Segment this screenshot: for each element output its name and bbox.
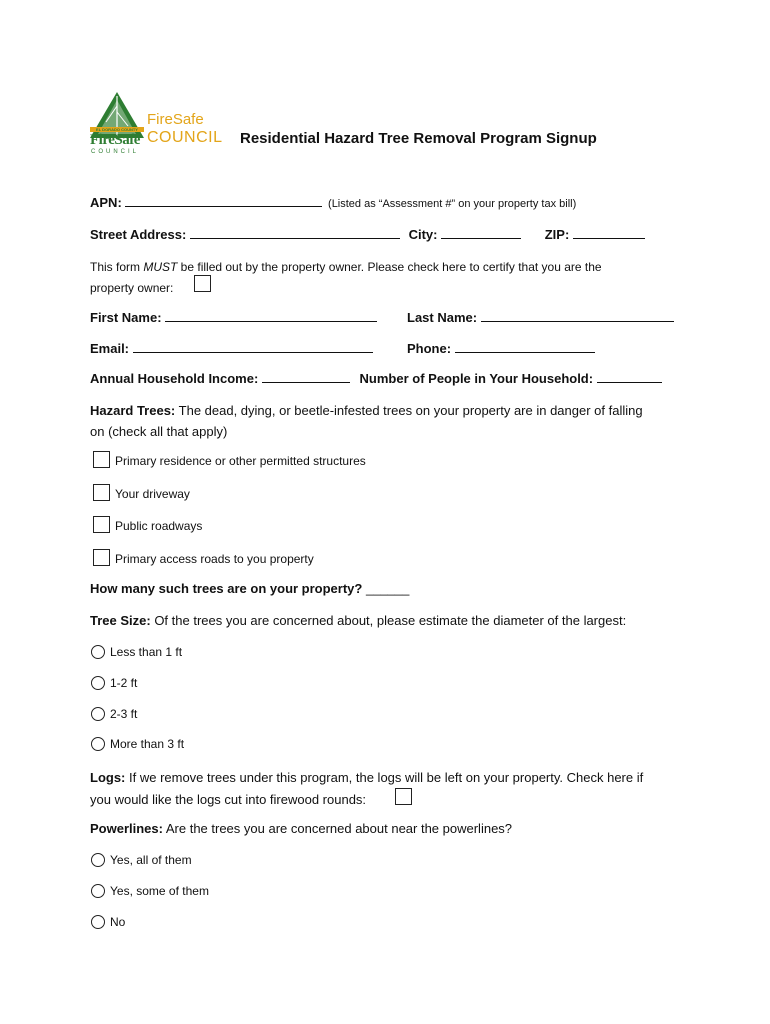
hazard-text: Hazard Trees: The dead, dying, or beetle-infested trees on your property are in danger of falling on (check all that apply) — [90, 403, 643, 439]
address-row — [90, 226, 690, 242]
logs-text: Logs: If we remove trees under this program, the logs will be left on your property. Check here if you would like the logs cut into firewood rounds: — [90, 770, 644, 807]
apn-field[interactable] — [125, 194, 322, 207]
income-label: Annual Household Income: — [90, 371, 259, 386]
last-name-field[interactable] — [481, 309, 674, 322]
hazard-label: Hazard Trees: — [90, 403, 176, 418]
street-field[interactable] — [190, 226, 400, 239]
zip-field[interactable] — [573, 226, 645, 239]
tree-size-option-label: 2-3 ft — [110, 707, 138, 721]
page-title: Residential Hazard Tree Removal Program Signup — [240, 130, 597, 147]
powerlines-radio-no[interactable] — [91, 915, 105, 929]
tree-size-text: Tree Size: Of the trees you are concerned about, please estimate the diameter of the largest: — [90, 613, 627, 628]
logo-name-firesafe: FireSafe — [147, 111, 204, 128]
zip-label: ZIP: — [544, 227, 570, 242]
hazard-checkbox-access-roads[interactable] — [93, 549, 110, 566]
apn-label: APN: — [90, 195, 122, 210]
first-name-field[interactable] — [165, 309, 377, 322]
phone-row — [407, 340, 595, 356]
tree-size-option-label: Less than 1 ft — [110, 645, 183, 659]
powerlines-text: Powerlines: Are the trees you are concerned about near the powerlines? — [90, 821, 513, 836]
powerlines-radio-all[interactable] — [91, 853, 105, 867]
income-field[interactable] — [262, 370, 350, 383]
hazard-option-label: Public roadways — [115, 519, 203, 533]
email-label: Email: — [90, 341, 130, 356]
logo — [88, 92, 223, 158]
city-field[interactable] — [441, 226, 521, 239]
city-label: City: — [408, 227, 438, 242]
hazard-checkbox-residence[interactable] — [93, 451, 110, 468]
hazard-option-label: Your driveway — [115, 487, 190, 501]
hazard-option-label: Primary residence or other permitted structures — [115, 454, 366, 468]
logo-name-council: COUNCIL — [147, 129, 223, 146]
tree-size-radio-2-3ft[interactable] — [91, 707, 105, 721]
last-name-row — [407, 309, 674, 325]
powerlines-option-label: Yes, some of them — [110, 884, 209, 898]
first-name-label: First Name: — [90, 310, 162, 325]
powerlines-radio-some[interactable] — [91, 884, 105, 898]
tree-size-label: Tree Size: — [90, 613, 151, 628]
firewood-checkbox[interactable] — [395, 788, 412, 805]
tree-count-field[interactable]: ______ — [365, 581, 410, 596]
phone-field[interactable] — [455, 340, 595, 353]
apn-note: (Listed as “Assessment #” on your property tax bill) — [328, 198, 577, 210]
powerlines-option-label: Yes, all of them — [110, 853, 192, 867]
email-row — [90, 340, 373, 356]
people-label: Number of People in Your Household: — [359, 371, 594, 386]
tree-size-option-label: More than 3 ft — [110, 737, 185, 751]
first-name-row — [90, 309, 377, 325]
powerlines-label: Powerlines: — [90, 821, 163, 836]
certify-emphasis: MUST — [143, 260, 178, 274]
phone-label: Phone: — [407, 341, 452, 356]
tree-size-radio-more-3ft[interactable] — [91, 737, 105, 751]
hazard-option-label: Primary access roads to you property — [115, 552, 314, 566]
tree-count-label: How many such trees are on your property? — [90, 581, 363, 596]
certify-line2: property owner: — [90, 281, 174, 295]
logo-council-small: COUNCIL — [91, 149, 140, 155]
household-row — [90, 370, 710, 386]
logs-label: Logs: — [90, 770, 126, 785]
hazard-checkbox-roadways[interactable] — [93, 516, 110, 533]
tree-count-row — [90, 581, 409, 596]
hazard-checkbox-driveway[interactable] — [93, 484, 110, 501]
logo-firesafe-big: FireSafe — [90, 132, 140, 148]
certify-text: This form MUST be filled out by the property owner. Please check here to certify that you are the property owner: — [90, 260, 602, 295]
apn-row — [90, 194, 576, 210]
logo-county-text: EL DORADO COUNTY — [96, 127, 138, 132]
street-label: Street Address: — [90, 227, 187, 242]
tree-size-option-label: 1-2 ft — [110, 676, 138, 690]
owner-certify-checkbox[interactable] — [194, 275, 211, 292]
people-field[interactable] — [597, 370, 662, 383]
powerlines-option-label: No — [110, 915, 126, 929]
tree-size-radio-less-1ft[interactable] — [91, 645, 105, 659]
tree-size-radio-1-2ft[interactable] — [91, 676, 105, 690]
email-field[interactable] — [133, 340, 373, 353]
last-name-label: Last Name: — [407, 310, 478, 325]
